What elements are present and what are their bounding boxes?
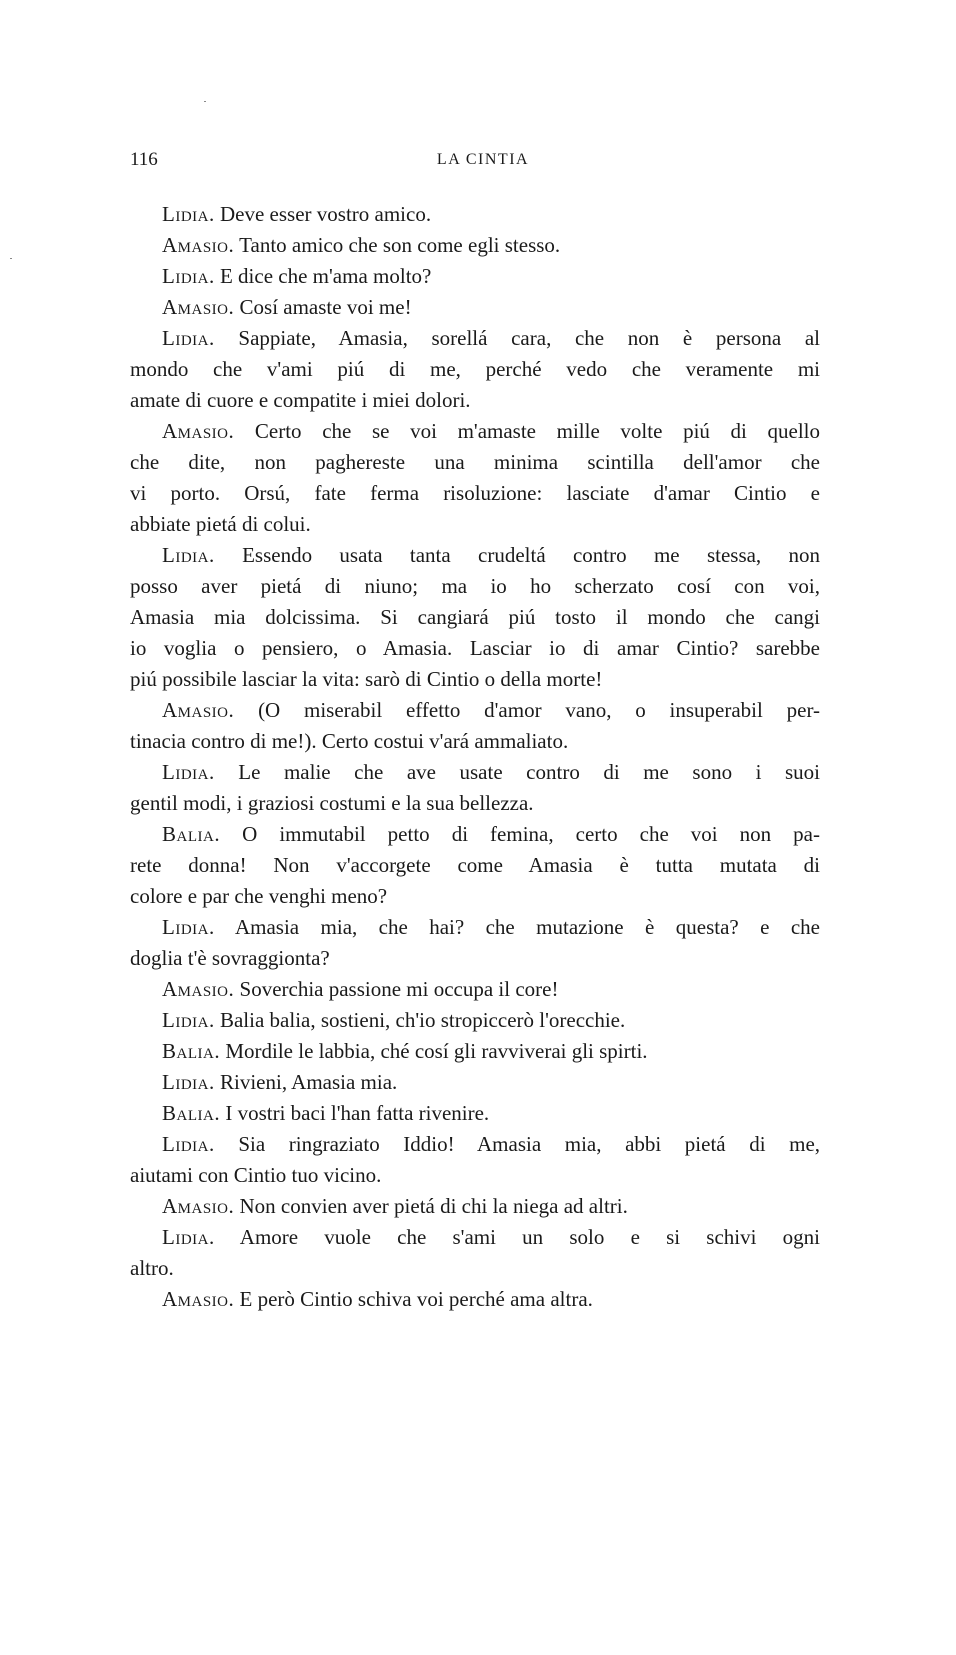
text-line [130, 664, 820, 695]
line-text: posso aver pietá di niuno; ma io ho scherzato cosí con voi, [130, 574, 820, 598]
speaker-name: Lidia. [162, 1225, 215, 1249]
line-text: Balia balia, sostieni, ch'io stropiccerò l'orecchie. [219, 1008, 626, 1032]
text-line [130, 1191, 820, 1222]
scan-speck [10, 258, 12, 259]
speaker-name: Balia. [162, 822, 221, 846]
speech-paragraph [130, 1005, 820, 1036]
speech-paragraph [130, 199, 820, 230]
line-text: gentil modi, i graziosi costumi e la sua bellezza. [130, 791, 534, 815]
text-line [130, 509, 820, 540]
line-text: O immutabil petto di femina, certo che voi non pa- [242, 822, 820, 846]
speech-paragraph [130, 261, 820, 292]
text-line [130, 726, 820, 757]
text-line [130, 633, 820, 664]
line-text: Certo che se voi m'amaste mille volte piú di quello [254, 419, 820, 443]
line-text: io voglia o pensiero, o Amasia. Lasciar io di amar Cintio? sarebbe [130, 636, 820, 660]
line-text: amate di cuore e compatite i miei dolori. [130, 388, 471, 412]
speech-paragraph [130, 1036, 820, 1067]
text-line [130, 261, 820, 292]
speech-paragraph [130, 1129, 820, 1191]
text-line [130, 881, 820, 912]
speech-paragraph [130, 230, 820, 261]
text-line [130, 757, 820, 788]
speaker-name: Balia. [162, 1101, 221, 1125]
line-text: tinacia contro di me!). Certo costui v'ará ammaliato. [130, 729, 569, 753]
text-line [130, 1253, 820, 1284]
text-line [130, 323, 820, 354]
speaker-name: Lidia. [162, 915, 215, 939]
line-text: Tanto amico che son come egli stesso. [239, 233, 561, 257]
line-text: Amasia mia dolcissima. Si cangiará piú tosto il mondo che cangi [130, 605, 820, 629]
text-line [130, 1036, 820, 1067]
line-text: Rivieni, Amasia mia. [219, 1070, 398, 1094]
speaker-name: Amasio. [162, 419, 235, 443]
line-text: Cosí amaste voi me! [239, 295, 412, 319]
text-line [130, 571, 820, 602]
text-line [130, 695, 820, 726]
text-line [130, 540, 820, 571]
line-text: Sappiate, Amasia, sorellá cara, che non è persona al [238, 326, 820, 350]
line-text: Le malie che ave usate contro di me sono i suoi [238, 760, 820, 784]
speaker-name: Lidia. [162, 760, 215, 784]
text-line [130, 199, 820, 230]
line-text: Non convien aver pietá di chi la niega ad altri. [239, 1194, 628, 1218]
text-line [130, 478, 820, 509]
speaker-name: Lidia. [162, 202, 215, 226]
text-line [130, 819, 820, 850]
text-line [130, 447, 820, 478]
text-line [130, 1284, 820, 1315]
speaker-name: Amasio. [162, 1194, 235, 1218]
line-text: Mordile le labbia, ché cosí gli ravviverai gli spirti. [225, 1039, 648, 1063]
line-text: Deve esser vostro amico. [219, 202, 432, 226]
line-text: piú possibile lasciar la vita: sarò di Cintio o della morte! [130, 667, 603, 691]
speaker-name: Balia. [162, 1039, 221, 1063]
line-text: Amasia mia, che hai? che mutazione è questa? e che [234, 915, 820, 939]
line-text: altro. [130, 1256, 174, 1280]
text-line [130, 1005, 820, 1036]
speaker-name: Lidia. [162, 264, 215, 288]
line-text: E però Cintio schiva voi perché ama altra. [239, 1287, 593, 1311]
speaker-name: Amasio. [162, 233, 235, 257]
dialogue-text [130, 199, 820, 1315]
text-line [130, 1160, 820, 1191]
text-line [130, 1222, 820, 1253]
text-line [130, 850, 820, 881]
line-text: Essendo usata tanta crudeltá contro me stessa, non [242, 543, 820, 567]
text-line [130, 974, 820, 1005]
speaker-name: Amasio. [162, 698, 235, 722]
line-text: Amore vuole che s'ami un solo e si schivi ogni [239, 1225, 820, 1249]
text-line [130, 1098, 820, 1129]
text-line [130, 354, 820, 385]
speech-paragraph [130, 1098, 820, 1129]
speaker-name: Lidia. [162, 1132, 215, 1156]
text-line [130, 385, 820, 416]
text-line [130, 1129, 820, 1160]
text-line [130, 602, 820, 633]
line-text: abbiate pietá di colui. [130, 512, 311, 536]
speaker-name: Lidia. [162, 543, 215, 567]
speech-paragraph [130, 323, 820, 416]
line-text: colore e par che venghi meno? [130, 884, 388, 908]
text-line [130, 292, 820, 323]
speaker-name: Lidia. [162, 1070, 215, 1094]
text-line [130, 1067, 820, 1098]
page-number: 116 [130, 149, 158, 170]
speaker-name: Amasio. [162, 977, 235, 1001]
running-title: LA CINTIA [436, 151, 530, 168]
line-text: I vostri baci l'han fatta rivenire. [225, 1101, 490, 1125]
speaker-name: Amasio. [162, 295, 235, 319]
speech-paragraph [130, 1067, 820, 1098]
text-line [130, 912, 820, 943]
line-text: (O miserabil effetto d'amor vano, o insuperabil per- [258, 698, 820, 722]
scan-speck [204, 101, 206, 102]
speech-paragraph [130, 1222, 820, 1284]
text-line [130, 788, 820, 819]
speech-paragraph [130, 540, 820, 695]
text-line [130, 230, 820, 261]
line-text: E dice che m'ama molto? [219, 264, 432, 288]
line-text: aiutami con Cintio tuo vicino. [130, 1163, 382, 1187]
line-text: Soverchia passione mi occupa il core! [239, 977, 559, 1001]
speech-paragraph [130, 292, 820, 323]
line-text: Sia ringraziato Iddio! Amasia mia, abbi pietá di me, [238, 1132, 820, 1156]
speaker-name: Lidia. [162, 326, 215, 350]
line-text: vi porto. Orsú, fate ferma risoluzione: lasciate d'amar Cintio e [130, 481, 820, 505]
text-line [130, 416, 820, 447]
speech-paragraph [130, 1284, 820, 1315]
text-line [130, 943, 820, 974]
line-text: che dite, non paghereste una minima scintilla dell'amor che [130, 450, 820, 474]
line-text: rete donna! Non v'accorgete come Amasia è tutta mutata di [130, 853, 820, 877]
speaker-name: Amasio. [162, 1287, 235, 1311]
speaker-name: Lidia. [162, 1008, 215, 1032]
line-text: doglia t'è sovraggionta? [130, 946, 330, 970]
speech-paragraph [130, 819, 820, 912]
speech-paragraph [130, 757, 820, 819]
speech-paragraph [130, 974, 820, 1005]
line-text: mondo che v'ami piú di me, perché vedo che veramente mi [130, 357, 820, 381]
speech-paragraph [130, 1191, 820, 1222]
speech-paragraph [130, 912, 820, 974]
speech-paragraph [130, 695, 820, 757]
speech-paragraph [130, 416, 820, 540]
